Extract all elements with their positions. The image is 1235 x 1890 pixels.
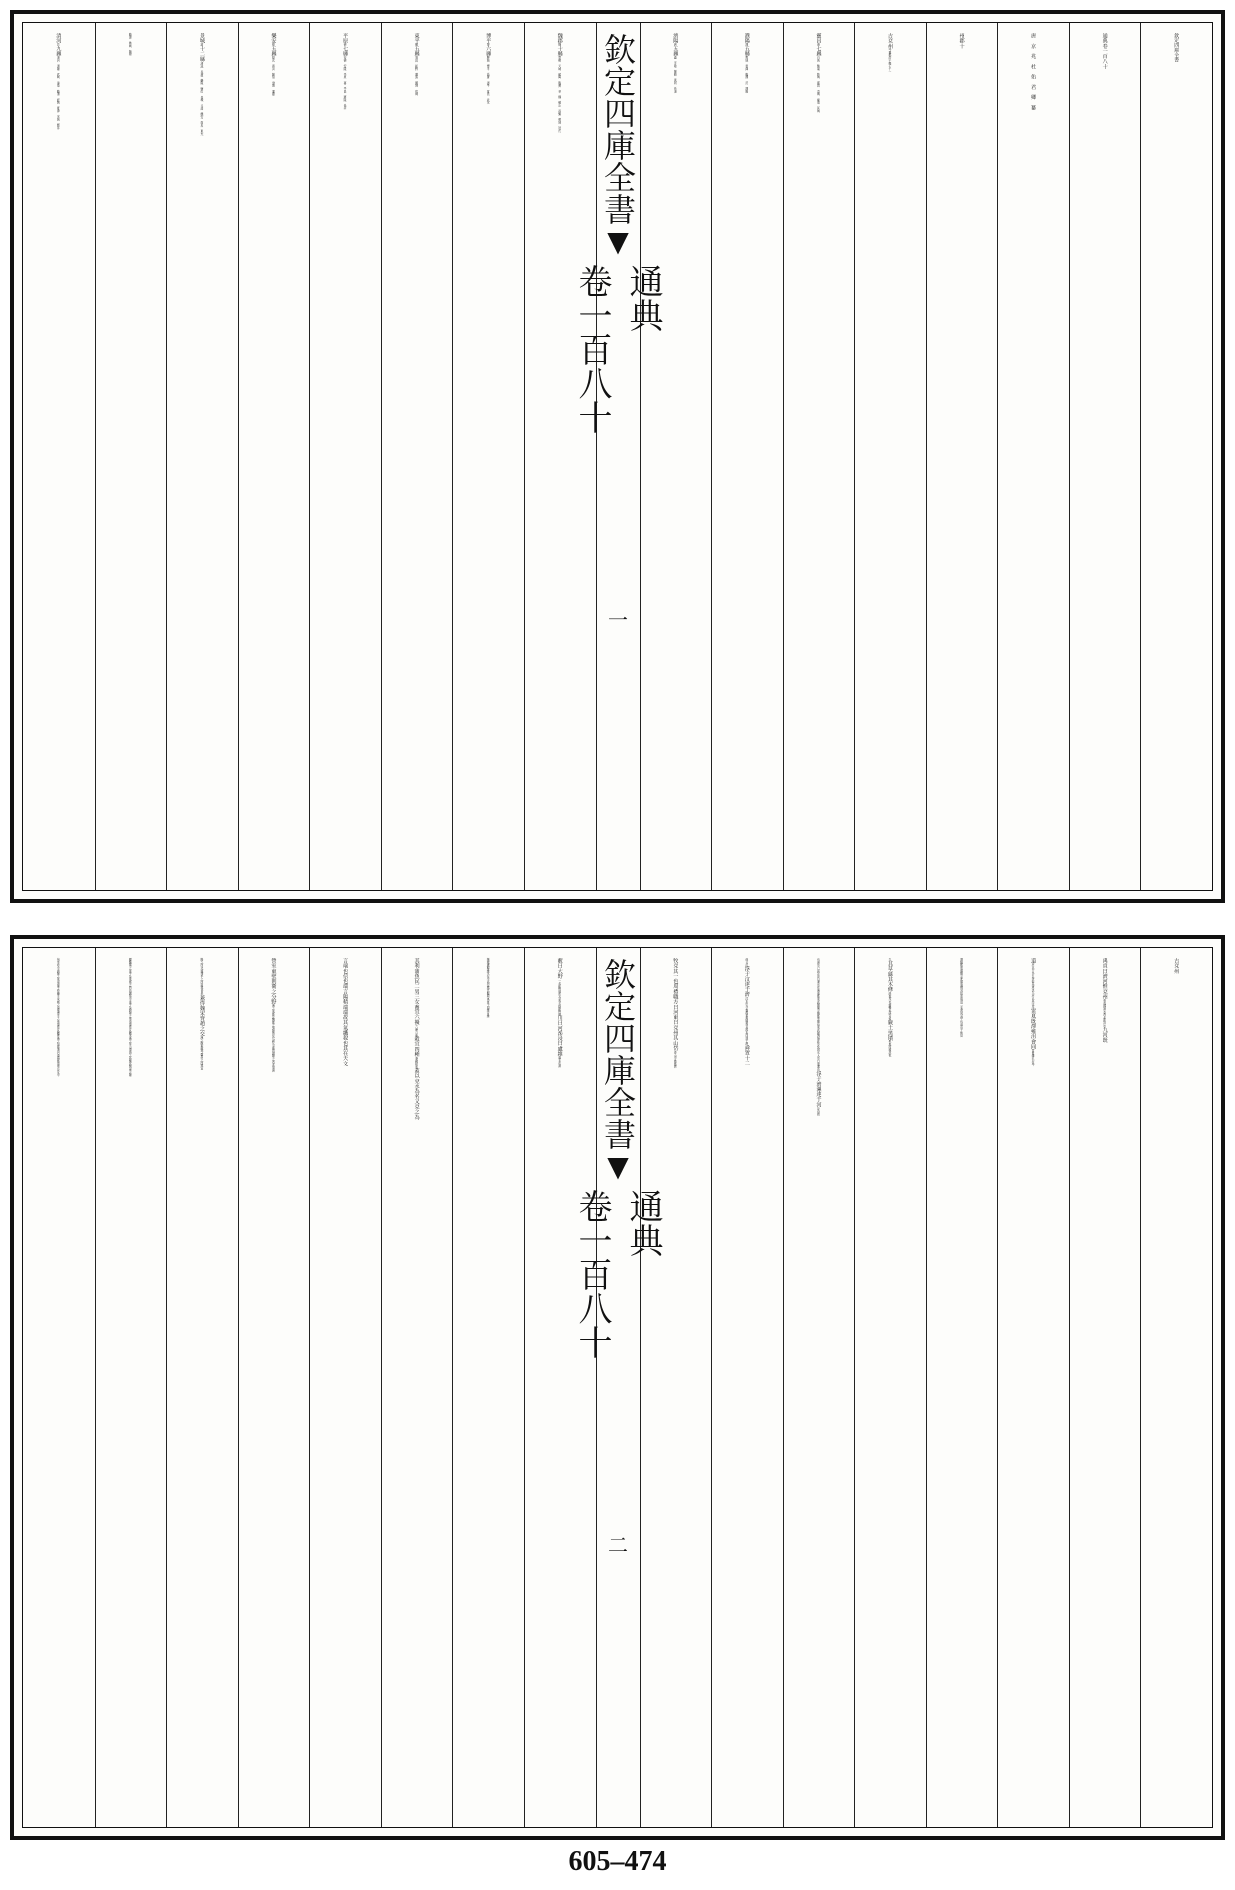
text-column [238, 948, 310, 1827]
annotation-text: 博 [486, 43, 491, 47]
text-column [1140, 23, 1212, 890]
annotation-text: 臨津 魯城 無棣 [128, 33, 133, 56]
fold-volume: 卷一百八十 [572, 264, 612, 434]
column-text [121, 23, 140, 890]
annotation-text: 河水分為九各從其道也九河已具注序 [1031, 963, 1036, 1009]
annotation-text: 清河 清陽 武城 漳南 臨清 經城 夏津 宋城 歷亭 [56, 56, 61, 130]
annotation-text: 濟 [673, 43, 678, 47]
column-text [1024, 23, 1043, 890]
text-column [95, 948, 167, 1827]
main-text: 浮于汶達于濟 [743, 966, 750, 998]
fold-page-number: 二 [608, 1533, 628, 1557]
text-column [309, 948, 381, 1827]
text-column [95, 23, 167, 890]
text-column [854, 23, 926, 890]
annotation-text: 漢之東郡及魏郡之黎陽皆其分野今靈昌濮陽之西北境濟 [271, 1004, 276, 1072]
fold-book-name: 通典 [623, 1189, 663, 1257]
column-text [666, 948, 685, 1827]
main-text: 浮于濟漯達于河 [815, 1070, 822, 1107]
annotation-text: 漢之酸棗縣今靈昌之西境宜 [199, 1035, 204, 1070]
annotation-text: 他合反 [744, 958, 749, 967]
text-column [783, 948, 855, 1827]
column-text [551, 948, 570, 1827]
column-text [1024, 948, 1043, 1827]
main-text: 七縣 [342, 46, 349, 57]
annotation-text: 魏 [557, 43, 562, 47]
column-text [193, 948, 212, 1827]
main-text: 營室東壁則衛之分野 [270, 958, 277, 1005]
main-text: 牧兗其一也周禮職方曰河東曰兗州其山岱 [672, 958, 679, 1051]
column-text [738, 948, 757, 1827]
annotation-text: 聊城 博平 高唐 清平 堂邑 武水 [486, 56, 491, 105]
annotation-text: 盧 平陰 陽穀 東阿 長清 [673, 56, 678, 94]
main-text: 九縣 [55, 46, 62, 57]
column-text [479, 948, 498, 1827]
text-column [524, 23, 596, 890]
text-column [1069, 948, 1141, 1827]
text-column [711, 23, 783, 890]
fishtail-mark-icon: ▼ [607, 1150, 629, 1183]
annotation-text: 今置郡府十縣七十一 [887, 48, 892, 74]
annotation-text: 鄆 [414, 43, 419, 47]
main-text: 言端也信也端言陽精端端故其氣纖殺也其在天文 [342, 958, 349, 1066]
annotation-text: 貴鄉 元城 館陶 臨黃 莘 魏 頓丘 昌樂 朝城 冠氏 [557, 56, 562, 133]
column-text [1096, 948, 1115, 1827]
main-text: 舜置十二 [743, 1045, 750, 1066]
main-text: 博平 [485, 33, 492, 44]
annotation-text: 信平原今濟陽之東南境平原樂平景城之南境博平之東境皆宜屬齊漢之信都清河渤海郡南至浮水今 [56, 958, 61, 1077]
bottom-page-columns [23, 948, 1212, 1827]
annotation-text: 色黑而墳起也 [887, 1040, 892, 1058]
column-text [264, 23, 283, 890]
column-text [408, 948, 427, 1827]
text-column [452, 948, 524, 1827]
annotation-text: 以 [887, 958, 892, 961]
main-text: 濮陽 [743, 33, 750, 44]
fishtail-mark-icon: ▼ [607, 225, 629, 258]
bottom-page [10, 935, 1225, 1840]
main-text: 清河 [55, 33, 62, 44]
main-text: 六縣 [485, 46, 492, 57]
annotation-text: 東南據濟水西北距河也 [1102, 999, 1107, 1028]
main-text: 十二縣 [198, 46, 205, 62]
main-text: 五縣 [413, 46, 420, 57]
center-fold-column [572, 948, 663, 1827]
main-text: 川曰河泲浸曰盧維 [556, 1015, 563, 1057]
book-title: 欽定四庫全書 [1173, 33, 1180, 63]
annotation-text: 滑 [816, 43, 821, 47]
column-text [738, 23, 757, 890]
column-text [1096, 23, 1115, 890]
text-column [524, 948, 596, 1827]
text-column [926, 23, 998, 890]
main-text: 其利蒲魚民二男三女畜 [413, 958, 420, 1010]
fold-volume: 卷一百八十 [572, 1189, 612, 1359]
annotation-text: 德 [343, 43, 348, 47]
main-text: 蓋以兗水為名又兗之為 [413, 1067, 420, 1120]
column-text [953, 948, 972, 1827]
center-fold-column [572, 23, 663, 890]
column-text [193, 23, 212, 890]
fold-title: 欽定四庫全書 [599, 33, 637, 225]
column-text [121, 948, 140, 1827]
text-column [997, 23, 1069, 890]
main-text: 道 [1030, 958, 1037, 964]
text-column [381, 23, 453, 890]
column-text [49, 23, 68, 890]
main-text: 五縣 [743, 46, 750, 57]
main-text: 十縣 [556, 46, 563, 57]
column-text [953, 23, 972, 890]
page-footer-number: 605–474 [568, 1846, 667, 1877]
main-text: 藪曰大野 [556, 958, 563, 979]
main-text: 魏郡 [556, 33, 563, 44]
annotation-text: 安德 安陵 平原 蓨 平昌 將陵 長河 [343, 56, 348, 110]
annotation-text: 六擾六畜 [414, 1024, 419, 1037]
annotation-text: 棣 [271, 43, 276, 47]
annotation-text: 雷夏澤名在今 [1031, 1049, 1036, 1067]
text-column [381, 948, 453, 1827]
main-text: 東平 [413, 33, 420, 44]
annotation-text: 一名鉅野澤在今東平郡鉅野縣 [557, 978, 562, 1016]
text-column [166, 23, 238, 890]
main-text: 唐 京 兆 杜 佑 君 卿 纂 [1030, 33, 1037, 111]
main-text: 七縣 [815, 46, 822, 57]
annotation-text: 白馬 酸棗 胙城 靈昌 韋城 衛南 匡城 [816, 56, 821, 113]
fold-title: 欽定四庫全書 [599, 958, 637, 1150]
main-text: 平原 [342, 33, 349, 44]
annotation-text: 盧水在濟 [557, 1056, 562, 1068]
text-column [452, 23, 524, 890]
main-text: 九河既 [1101, 1027, 1108, 1043]
column-text [408, 23, 427, 890]
text-column [640, 23, 712, 890]
main-text: 宜六擾 [413, 1009, 420, 1025]
column-text [1167, 948, 1186, 1827]
column-text [49, 948, 68, 1827]
text-column [711, 948, 783, 1827]
annotation-text: 滄 [199, 43, 204, 47]
text-column [309, 23, 381, 890]
text-column [1140, 948, 1212, 1827]
annotation-text: 清池 長蘆 樂陵 鹽山 景城 弓高 饒安 南皮 東光 [199, 61, 204, 135]
text-column [783, 23, 855, 890]
main-text: 兼得魏宋齊趙之交 [198, 994, 205, 1036]
bottom-page-frame [22, 947, 1213, 1828]
annotation-text: 泰山今魯郡界 [673, 1050, 678, 1068]
main-text: 禹貢曰濟河惟兗州 [1101, 958, 1108, 1000]
column-text [881, 948, 900, 1827]
fold-book-name: 通典 [623, 264, 663, 332]
text-column [238, 23, 310, 890]
column-text [881, 23, 900, 890]
annotation-text: 屬魏漢之東平及東郡之西昌壽張今東平及濮陽之東南境皆宜屬宋漢之泰山渤海之高樂高城重合陽 [128, 958, 133, 1077]
annotation-text: 貝 [56, 43, 61, 47]
column-text [264, 948, 283, 1827]
text-column [166, 948, 238, 1827]
annotation-text: 繇悅茂也條暢也繇音遙 [887, 991, 892, 1020]
text-column [854, 948, 926, 1827]
text-column [23, 948, 95, 1827]
main-text: 厥土黑墳 [886, 1019, 893, 1041]
main-text: 五縣 [672, 46, 679, 57]
top-page-columns [23, 23, 1212, 890]
annotation-text: 濮 [744, 43, 749, 47]
text-column [997, 948, 1069, 1827]
text-column [1069, 23, 1141, 890]
annotation-text: 鄄城 雷澤 臨濮 范 濮陽 [744, 56, 749, 94]
annotation-text: 汶水出今魯郡萊蕪縣界言渡水西達于濟 [744, 997, 749, 1046]
annotation-text: 厭次 商河 陽信 渤海 蒲臺 [271, 56, 276, 96]
main-text: 樂安 [270, 33, 277, 44]
top-page-frame [22, 22, 1213, 891]
column-text [809, 948, 828, 1827]
column-text [809, 23, 828, 890]
main-text: 景城 [198, 33, 205, 44]
main-text: 通典卷一百八十 [1101, 33, 1108, 69]
annotation-text: 陽郡盧縣維水在今高密郡莒縣與禹貢不同維音維 [486, 958, 491, 1018]
annotation-text: 浮舟渡 [816, 1106, 821, 1116]
annotation-text: 陽之西北境博平之西南境皆是 [199, 958, 204, 995]
main-text: 州郡十 [958, 33, 965, 49]
annotation-text: 也濟水已具注序目漯水在漢東郡東武陽縣今魏郡莘縣有東武陽城無此水矣因水入水曰達漯音 [816, 958, 821, 1071]
text-column [23, 23, 95, 890]
main-text: 濟陽 [672, 33, 679, 44]
column-text [1167, 23, 1186, 890]
annotation-text: 黍稷稻麥 [414, 1056, 419, 1068]
main-text: 五縣 [270, 46, 277, 57]
column-text [479, 23, 498, 890]
main-text: 靈昌 [815, 33, 822, 44]
column-text [336, 948, 355, 1827]
fold-page-number: 一 [608, 608, 628, 632]
column-text [666, 23, 685, 890]
annotation-text: 須昌 鉅野 壽張 鄆城 宿城 [414, 56, 419, 96]
main-text: 穀宜四種 [413, 1036, 420, 1057]
main-text: 其草繇其木條 [886, 960, 893, 992]
text-column [926, 948, 998, 1827]
column-text [551, 23, 570, 890]
main-text: 古兗州 [886, 33, 893, 49]
column-text [336, 23, 355, 890]
annotation-text: 濮陽郡雷澤縣言此澤還復其故而雍沮二水會同其中也沮音千餘反 [959, 958, 964, 1037]
top-page [10, 10, 1225, 903]
main-text: 雷夏既澤雍沮會同 [1030, 1008, 1037, 1050]
main-text: 古兗州 [1173, 958, 1180, 974]
text-column [640, 948, 712, 1827]
